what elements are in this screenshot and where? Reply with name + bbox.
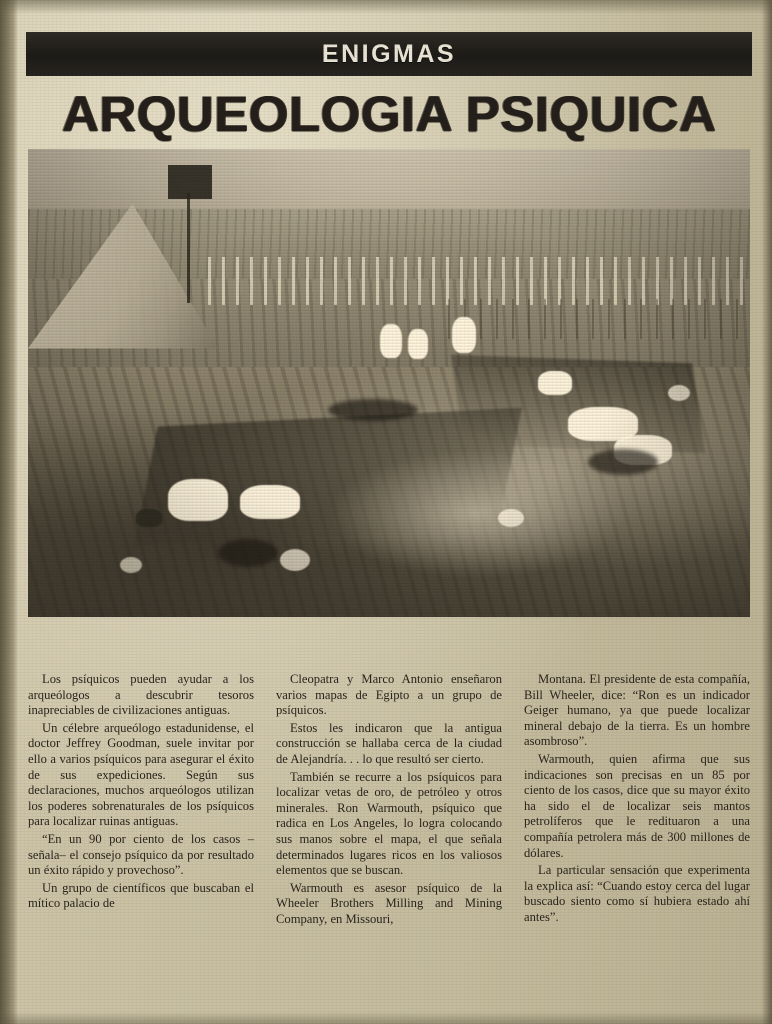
section-kicker-bar — [26, 32, 752, 76]
article-paragraph: Estos les indicaron que la antigua construcción se hallaba cerca de la ciudad de Alejandría. . . lo que resultó ser cierto. — [276, 720, 502, 766]
article-paragraph: También se recurre a los psíquicos para localizar vetas de oro, de petróleo y otros minerales. Ron Warmouth, psíquico que radica en Los Angeles, lo logra colocando sus manos sobre el mapa, el que señala determinados lugares ricos en los valiosos elementos que se buscan. — [276, 769, 502, 878]
article-headline: ARQUEOLOGIA PSIQUICA — [61, 86, 717, 142]
page-gutter-left — [0, 0, 18, 1024]
article-paragraph: La particular sensación que experimenta la explica así: “Cuando estoy cerca del lugar buscado siento como sí hubiera estado ahí antes”. — [524, 863, 750, 924]
article-paragraph: Warmouth, quien afirma que sus indicaciones son precisas en un 85 por ciento de los casos, dice que su mayor éxito ha sido el de localizar seis mantos petrolíferos que le redituaron a una compañía petrolera más de 300 millones de dólares. — [524, 751, 750, 860]
article-paragraph: Un célebre arqueólogo estadunidense, el doctor Jeffrey Goodman, suele invitar por ello a varios psíquicos para asegurar el éxito de sus expediciones. Según sus declaraciones, muchos arqueólogos utilizan los poderes sobrenaturales de los psíquicos para localizar ruinas antiguas. — [28, 720, 254, 829]
article-paragraph: Los psíquicos pueden ayudar a los arqueólogos a descubrir tesoros inapreciables de civilizaciones antiguas. — [28, 672, 254, 718]
page-edge-bottom — [0, 1012, 772, 1024]
article-paragraph: Montana. El presidente de esta compañía, Bill Wheeler, dice: “Ron es un indicador Geiger humano, ya que puede localizar mineral debajo de la tierra. Es un hombre asombroso”. — [524, 672, 750, 749]
page-gutter-right — [762, 0, 772, 1024]
article-column-3 — [524, 672, 750, 928]
article-body — [28, 672, 750, 928]
article-column-1 — [28, 672, 254, 928]
article-paragraph: Cleopatra y Marco Antonio enseñaron varios mapas de Egipto a un grupo de psíquicos. — [276, 672, 502, 718]
photo-vignette — [28, 149, 750, 617]
article-column-2 — [276, 672, 502, 928]
page-edge-top — [0, 0, 772, 14]
article-paragraph: “En un 90 por ciento de los casos –señala– el consejo psíquico da por resultado un éxito rápido y provechoso”. — [28, 831, 254, 878]
article-paragraph: Warmouth es asesor psíquico de la Wheeler Brothers Milling and Mining Company, en Missouri, — [276, 880, 502, 926]
article-paragraph: Un grupo de científicos que buscaban el mítico palacio de — [28, 880, 254, 911]
section-kicker-label: ENIGMAS — [321, 39, 457, 68]
article-photo — [28, 149, 750, 617]
article-content — [20, 14, 758, 1010]
